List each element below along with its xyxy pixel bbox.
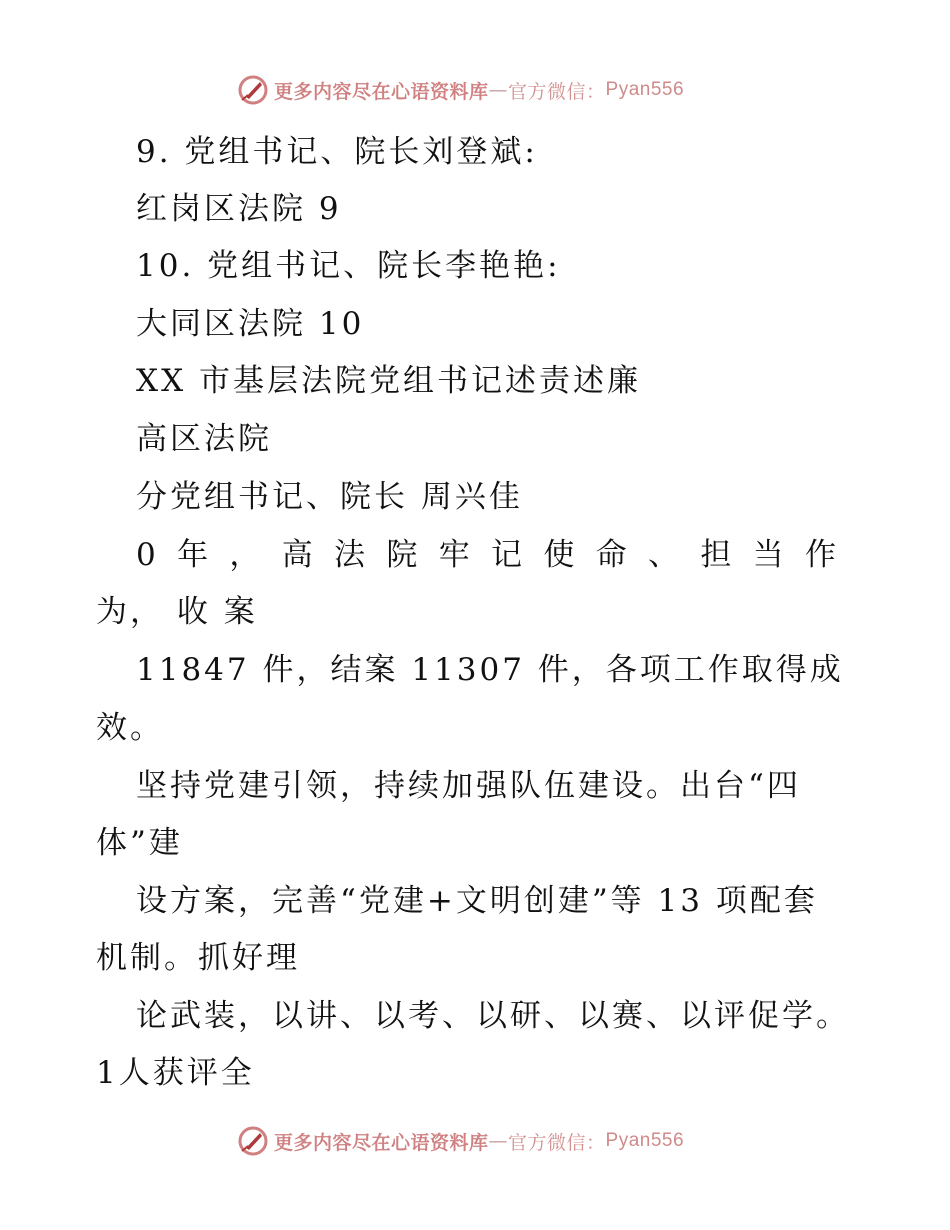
text-line: 10. 党组书记、院长李艳艳: [136, 248, 561, 284]
text-char: 命 [595, 537, 627, 573]
text-char: 担 [700, 537, 732, 573]
text-char: 年 [177, 537, 209, 573]
text-line: XX 市基层法院党组书记述责述廉 [136, 363, 641, 399]
text-char: 牢 [438, 537, 470, 573]
text-char: ， [229, 537, 261, 573]
justified-text-line [136, 535, 836, 575]
text-line: 11847 件，结案 11307 件，各项工作取得成 [136, 652, 844, 688]
watermark-main-text: 更多内容尽在心语资料库 [274, 80, 489, 103]
text-line: 论武装，以讲、以考、以研、以赛、以评促学。 [136, 998, 850, 1034]
text-line: 1人获评全 [96, 1055, 255, 1091]
text-line: 机制。抓好理 [96, 940, 300, 976]
quill-logo-icon [236, 1124, 270, 1158]
watermark-dash: — [488, 79, 509, 101]
text-line: 红岗区法院 9 [136, 191, 342, 227]
text-line: 9. 党组书记、院长刘登斌: [136, 134, 538, 170]
text-char: 记 [491, 537, 523, 573]
text-line: 坚持党建引领，持续加强队伍建设。出台“四 [136, 768, 801, 804]
text-line: 为， 收 案 [96, 594, 258, 630]
text-char: 作 [805, 537, 836, 573]
text-line: 分党组书记、院长 周兴佳 [136, 479, 523, 515]
watermark-main-text: 更多内容尽在心语资料库 [274, 1131, 489, 1154]
text-line: 设方案，完善“党建+文明创建”等 13 项配套 [136, 883, 818, 919]
text-char: 院 [386, 537, 418, 573]
text-char: 、 [648, 537, 680, 573]
watermark-wechat-id: Pyan556 [605, 1130, 685, 1151]
quill-logo-icon [236, 73, 270, 107]
text-char: 当 [752, 537, 784, 573]
watermark-dash: — [488, 1130, 509, 1152]
text-char: 0 [136, 537, 156, 573]
header-watermark [236, 73, 684, 107]
watermark-wechat-id: Pyan556 [605, 79, 685, 100]
text-char: 高 [281, 537, 313, 573]
text-line: 大同区法院 10 [136, 306, 365, 342]
text-line: 高区法院 [136, 421, 272, 457]
text-char: 法 [334, 537, 366, 573]
text-line: 效。 [96, 710, 164, 746]
text-line: 体”建 [96, 825, 183, 861]
watermark-wechat-label: 官方微信： [508, 80, 606, 103]
text-char: 使 [543, 537, 575, 573]
footer-watermark [236, 1124, 684, 1158]
watermark-wechat-label: 官方微信： [508, 1131, 606, 1154]
